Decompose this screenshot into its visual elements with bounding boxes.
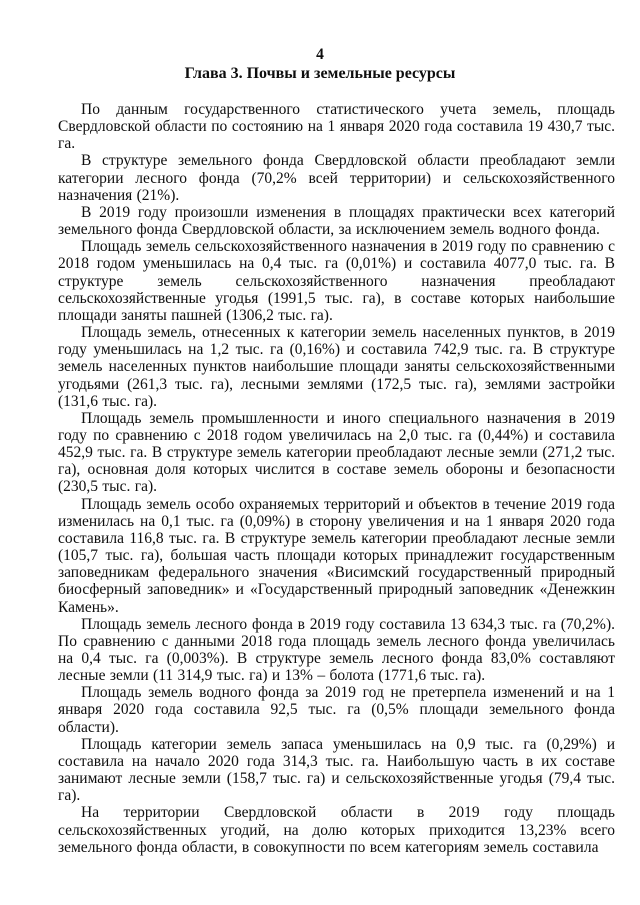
paragraph: Площадь земель лесного фонда в 2019 году составила 13 634,3 тыс. га (70,2%). По сравнению с данными 2018 года площадь земель лесного фонда увеличилась на 0,4 тыс. га (0,003%). В структуре земель лесного фонда 83,0% составляют лесные земли (11 314,9 тыс. га) и 13% – болота (1771,6 тыс. га). xyxy=(58,615,615,685)
paragraph: По данным государственного статистического учета земель, площадь Свердловской области по состоянию на 1 января 2020 года составила 19 430,7 тыс. га. xyxy=(58,101,615,153)
paragraph: В структуре земельного фонда Свердловской области преобладают земли категории лесного фонда (70,2% всей территории) и сельскохозяйственного назначения (21%). xyxy=(58,152,615,204)
chapter-heading: Глава 3. Почвы и земельные ресурсы xyxy=(184,65,456,82)
page-number: 4 xyxy=(316,46,324,63)
paragraph: Площадь земель промышленности и иного специального назначения в 2019 году по сравнению с 2018 годом увеличилась на 2,0 тыс. га (0,44%) и составила 452,9 тыс. га. В структуре земель категории преобладают лесные земли (271,2 тыс. га), основная доля которых числится в составе земель обороны и безопасности (230,5 тыс. га). xyxy=(58,409,615,496)
paragraph: В 2019 году произошли изменения в площадях практически всех категорий земельного фонда Свердловской области, за исключением земель водного фонда. xyxy=(58,203,615,239)
paragraph: Площадь земель водного фонда за 2019 год не претерпела изменений и на 1 января 2020 года составила 92,5 тыс. га (0,5% площади земельного фонда области). xyxy=(58,684,615,736)
paragraph: На территории Свердловской области в 2019 году площадь сельскохозяйственных угодий, на долю которых приходится 13,23% всего земельного фонда области, в совокупности по всем категориям земель составила xyxy=(58,804,615,856)
paragraph: Площадь категории земель запаса уменьшилась на 0,9 тыс. га (0,29%) и составила на начало 2020 года 314,3 тыс. га. Наибольшую часть в их составе занимают лесные земли (158,7 тыс. га) и сельскохозяйственные угодья (79,4 тыс. га). xyxy=(58,735,615,805)
paragraph: Площадь земель, отнесенных к категории земель населенных пунктов, в 2019 году уменьшилась на 1,2 тыс. га (0,16%) и составила 742,9 тыс. га. В структуре земель населенных пунктов наибольшие площади заняты сельскохозяйственными угодьями (261,3 тыс. га), лесными землями (172,5 тыс. га), землями застройки (131,6 тыс. га). xyxy=(58,324,615,410)
paragraph: Площадь земель сельскохозяйственного назначения в 2019 году по сравнению с 2018 годом уменьшилась на 0,4 тыс. га (0,01%) и составила 4077,0 тыс. га. В структуре земель сельскохозяйственного назначения преобладают сельскохозяйственные угодья (1991,5 тыс. га), в составе которых наибольшие площади заняты пашней (1306,2 тыс. га). xyxy=(58,238,615,324)
paragraph: Площадь земель особо охраняемых территорий и объектов в течение 2019 года изменилась на 0,1 тыс. га (0,09%) в сторону увеличения и на 1 января 2020 года составила 116,8 тыс. га. В структуре земель категории преобладают лесные земли (105,7 тыс. га), большая часть площади которых принадлежит государственным заповедникам федерального значения «Висимский государственный природный биосферный заповедник» и «Государственный природный заповедник «Денежкин Камень». xyxy=(58,495,615,616)
document-body xyxy=(58,101,615,856)
